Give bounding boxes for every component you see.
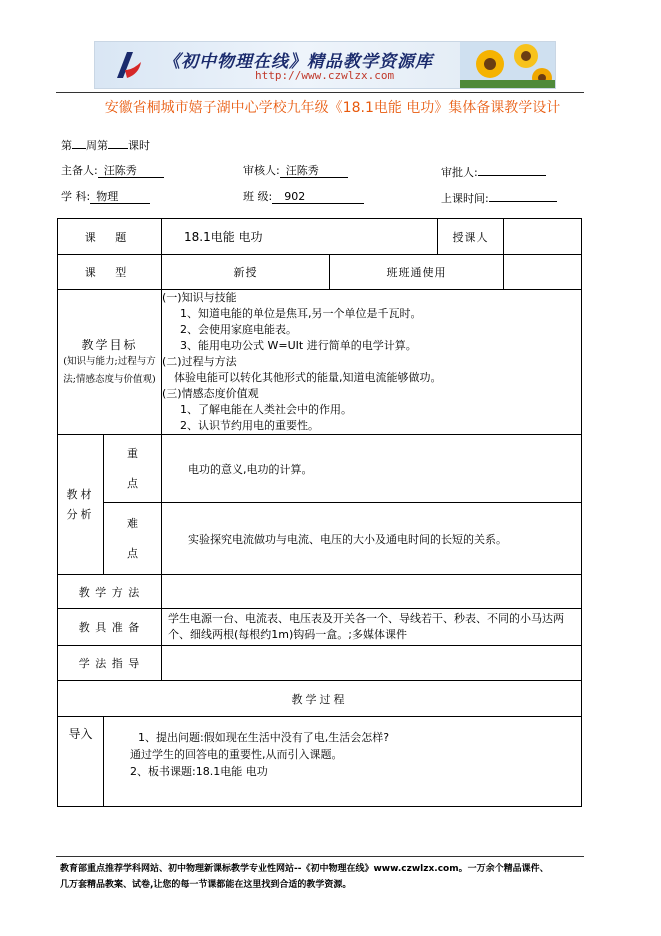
equipment-label: 教 具 准 备 xyxy=(58,609,162,646)
goal-section-2: (二)过程与方法 xyxy=(162,355,237,368)
intro-label: 导入 xyxy=(58,717,104,807)
difficulty-label: 难点 xyxy=(104,503,162,575)
topic-label: 课 题 xyxy=(58,219,162,255)
goals-label: 教学目标 xyxy=(81,337,138,352)
sunflower-image xyxy=(460,42,555,88)
intro-line: 通过学生的回答电的重要性,从而引入课题。 xyxy=(130,748,343,761)
footer-rule xyxy=(56,856,584,857)
analysis-label: 教材分析 xyxy=(58,435,104,575)
goals-sub-label: (知识与能力;过程与方法;情感态度与价值观) xyxy=(63,355,156,385)
topic-value[interactable]: 18.1电能 电功 xyxy=(162,219,438,255)
time-field xyxy=(441,188,557,206)
difficulty-value[interactable]: 实验探究电流做功与电流、电压的大小及通电时间的长短的关系。 xyxy=(162,503,582,575)
study-value[interactable] xyxy=(162,646,582,681)
host-field xyxy=(61,162,164,178)
time-label: 上课时间: xyxy=(441,192,489,205)
goals-label-cell xyxy=(58,290,162,435)
key-value[interactable]: 电功的意义,电功的计算。 xyxy=(162,435,582,503)
intro-line: 1、提出问题:假如现在生活中没有了电,生活会怎样? xyxy=(138,731,390,744)
teacher-label: 授课人 xyxy=(438,219,504,255)
reviewer-value[interactable]: 汪陈秀 xyxy=(280,164,348,178)
page-title: 安徽省桐城市嬉子湖中心学校九年级《18.1电能 电功》集体备课教学设计 xyxy=(104,100,561,116)
approver-value[interactable] xyxy=(478,162,546,176)
reviewer-label: 审核人: xyxy=(243,164,280,177)
intro-content[interactable] xyxy=(104,717,582,807)
site-banner xyxy=(94,41,556,89)
equipment-value[interactable]: 学生电源一台、电流表、电压表及开关各一个、导线若干、秒表、不同的小马达两个、细线两根(每根约1m)钩码一盒。;多媒体课件 xyxy=(162,609,582,646)
goal-item: 2、认识节约用电的重要性。 xyxy=(180,419,319,432)
method-row xyxy=(58,575,582,609)
footer-line-1: 教育部重点推荐学科网站、初中物理新课标教学专业性网站--《初中物理在线》www.czwlzx.com。一万余个精品课件、 xyxy=(60,864,549,874)
week-label: 周第 xyxy=(86,139,108,152)
site-logo-icon xyxy=(113,48,145,82)
footer-line-2: 几万套精品教案、试卷,让您的每一节课都能在这里找到合适的教学资源。 xyxy=(60,880,352,890)
banner-title: 《初中物理在线》精品教学资源库 xyxy=(163,52,433,72)
goal-section-1: (一)知识与技能 xyxy=(162,291,237,304)
key-label: 重点 xyxy=(104,435,162,503)
intro-row xyxy=(58,717,582,807)
equipment-row xyxy=(58,609,582,646)
intro-line: 2、板书课题:18.1电能 电功 xyxy=(130,765,268,778)
goals-content[interactable] xyxy=(162,290,582,435)
process-row xyxy=(58,681,582,717)
subject-label: 学 科: xyxy=(61,190,91,203)
usage-extra[interactable] xyxy=(504,255,582,290)
goal-item: 3、能用电功公式 W=UIt 进行简单的电学计算。 xyxy=(180,339,417,352)
teacher-value[interactable] xyxy=(504,219,582,255)
time-value[interactable] xyxy=(489,188,557,202)
subject-field xyxy=(61,188,150,204)
goal-item: 体验电能可以转化其他形式的能量,知道电流能够做功。 xyxy=(174,371,442,384)
lesson-plan-table xyxy=(57,218,582,807)
process-label: 教学过程 xyxy=(58,681,582,717)
approver-field xyxy=(441,162,546,180)
banner-url[interactable]: http://www.czwlzx.com xyxy=(255,69,395,82)
subject-value[interactable]: 物理 xyxy=(90,190,150,204)
period-label: 课时 xyxy=(128,139,150,152)
goals-row xyxy=(58,290,582,435)
week-period-line xyxy=(61,135,150,153)
goal-section-3: (三)情感态度价值观 xyxy=(162,387,259,400)
difficulty-row xyxy=(58,503,582,575)
header-rule xyxy=(56,92,584,93)
key-point-row xyxy=(58,435,582,503)
method-value[interactable] xyxy=(162,575,582,609)
host-label: 主备人: xyxy=(61,164,98,177)
reviewer-field xyxy=(243,162,348,178)
method-label: 教 学 方 法 xyxy=(58,575,162,609)
host-value[interactable]: 汪陈秀 xyxy=(98,164,164,178)
goal-item: 1、了解电能在人类社会中的作用。 xyxy=(180,403,352,416)
usage-value[interactable]: 班班通使用 xyxy=(330,255,504,290)
week-blank[interactable] xyxy=(72,135,86,149)
class-value[interactable]: 902 xyxy=(272,190,364,204)
footer xyxy=(60,861,600,893)
study-row xyxy=(58,646,582,681)
topic-row xyxy=(58,219,582,255)
class-label: 班 级: xyxy=(243,190,273,203)
type-label: 课 型 xyxy=(58,255,162,290)
type-value[interactable]: 新授 xyxy=(162,255,330,290)
goal-item: 2、会使用家庭电能表。 xyxy=(180,323,297,336)
study-label: 学 法 指 导 xyxy=(58,646,162,681)
period-blank[interactable] xyxy=(108,135,128,149)
type-row xyxy=(58,255,582,290)
approver-label: 审批人: xyxy=(441,166,478,179)
goal-item: 1、知道电能的单位是焦耳,另一个单位是千瓦时。 xyxy=(180,307,422,320)
week-prefix: 第 xyxy=(61,139,72,152)
class-field xyxy=(243,188,364,204)
